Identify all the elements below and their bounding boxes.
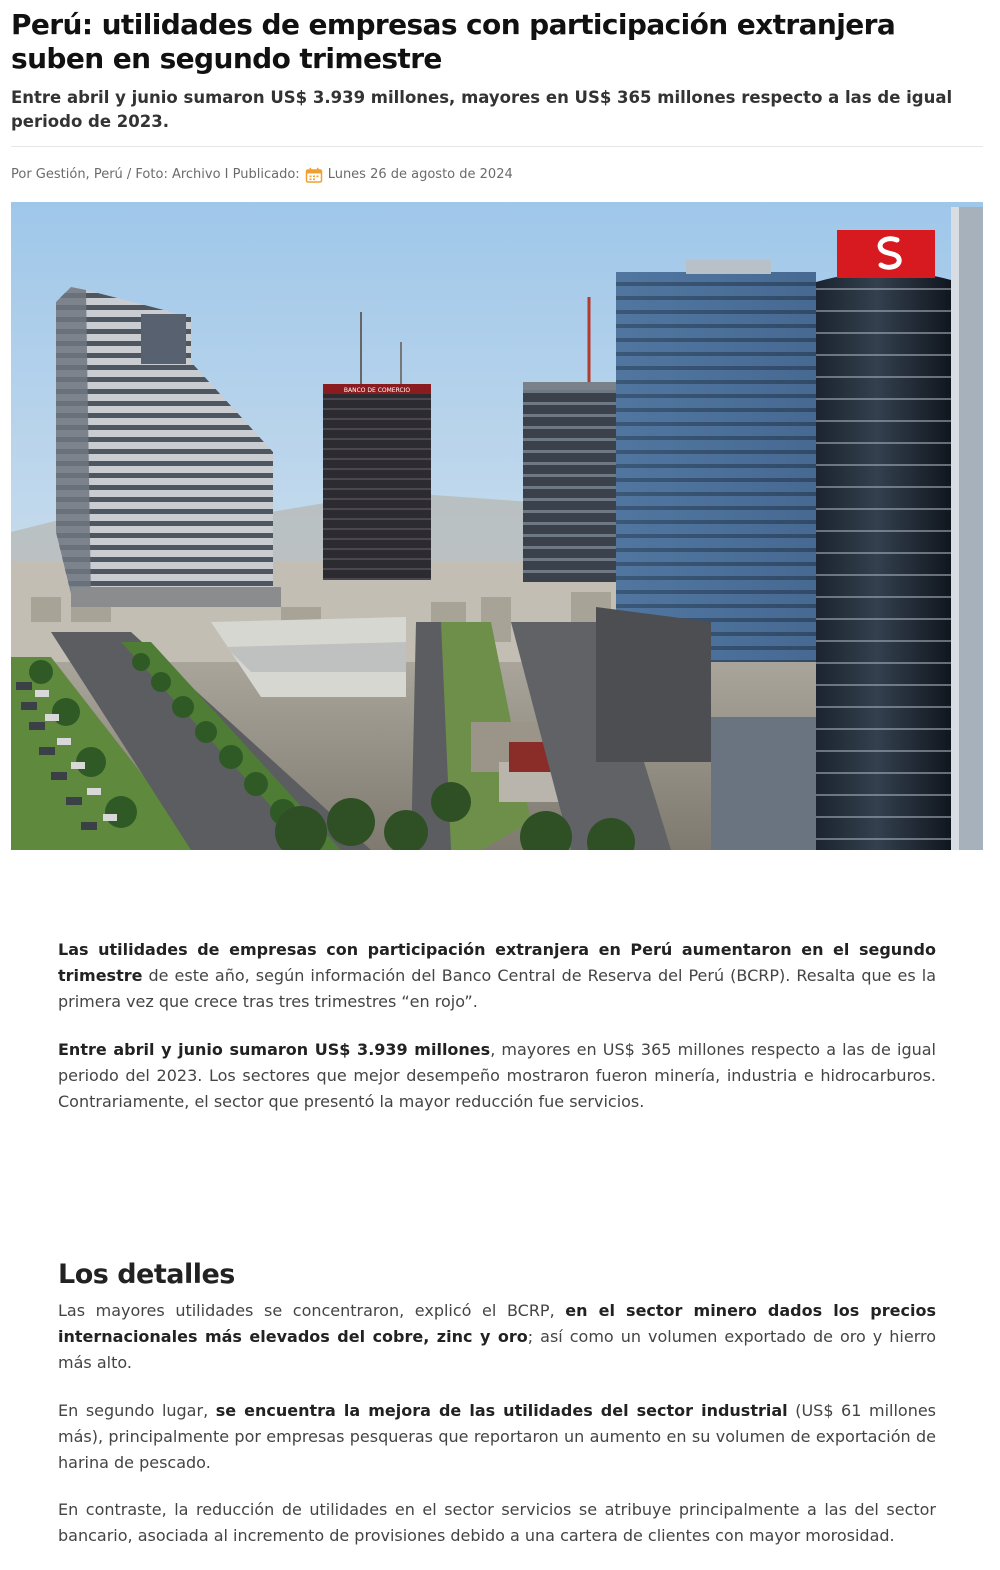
details-paragraph-1 xyxy=(58,1298,936,1376)
article-headline: Perú: utilidades de empresas con participación extranjera suben en segundo trimestre xyxy=(11,8,896,75)
details-paragraph-2-pre: En segundo lugar, xyxy=(58,1401,216,1420)
body-paragraph-1 xyxy=(58,937,936,1015)
details-paragraph-2-post: (US$ 61 millones más), principalmente por empresas pesqueras que reportaron un aumento en su volumen de exportación de harina de pescado. xyxy=(58,1401,937,1472)
body-paragraph-1-lead: Las utilidades de empresas con participación extranjera en Perú aumentaron en el segundo trimestre xyxy=(58,940,936,985)
byline-credits: Por Gestión, Perú / Foto: Archivo I Publicado: xyxy=(11,167,300,182)
byline-date: Lunes 26 de agosto de 2024 xyxy=(327,167,513,182)
details-paragraph-1-bold: en el sector minero dados los precios internacionales más elevados del cobre, zinc y oro xyxy=(58,1301,936,1346)
details-paragraph-1-post: ; así como un volumen exportado de oro y hierro más alto. xyxy=(58,1327,937,1372)
section-heading: Los detalles xyxy=(58,1259,235,1290)
details-paragraph-3: En contraste, la reducción de utilidades en el sector servicios se atribuye principalmente a las del sector bancario, asociada al incremento de provisiones debido a una cartera de clientes con mayor morosidad. xyxy=(58,1500,936,1545)
header-divider xyxy=(11,146,983,147)
details-paragraph-1-pre: Las mayores utilidades se concentraron, explicó el BCRP, xyxy=(58,1301,566,1320)
article-byline xyxy=(11,164,513,186)
body-paragraph-2-text: , mayores en US$ 365 millones respecto a las de igual periodo del 2023. Los sectores que mejor desempeño mostraron fueron minería, industria e hidrocarburos. Contrariamente, el sector que presentó la mayor reducción fue servicios. xyxy=(58,1040,937,1111)
details-paragraph-2 xyxy=(58,1398,936,1476)
body-paragraph-1-text: de este año, según información del Banco Central de Reserva del Perú (BCRP). Resalta que es la primera vez que crece tras tres trimestres “en rojo”. xyxy=(58,966,936,1011)
calendar-icon xyxy=(305,167,323,183)
details-paragraph-2-bold: se encuentra la mejora de las utilidades del sector industrial xyxy=(215,1401,788,1420)
article-subtitle: Entre abril y junio sumaron US$ 3.939 millones, mayores en US$ 365 millones respecto a las de igual periodo de 2023. xyxy=(11,88,953,131)
hero-banner-text: BANCO DE COMERCIO xyxy=(343,387,411,394)
hero-photo xyxy=(11,202,983,850)
body-paragraph-2-lead: Entre abril y junio sumaron US$ 3.939 millones xyxy=(58,1040,491,1059)
body-paragraph-2 xyxy=(58,1037,936,1115)
